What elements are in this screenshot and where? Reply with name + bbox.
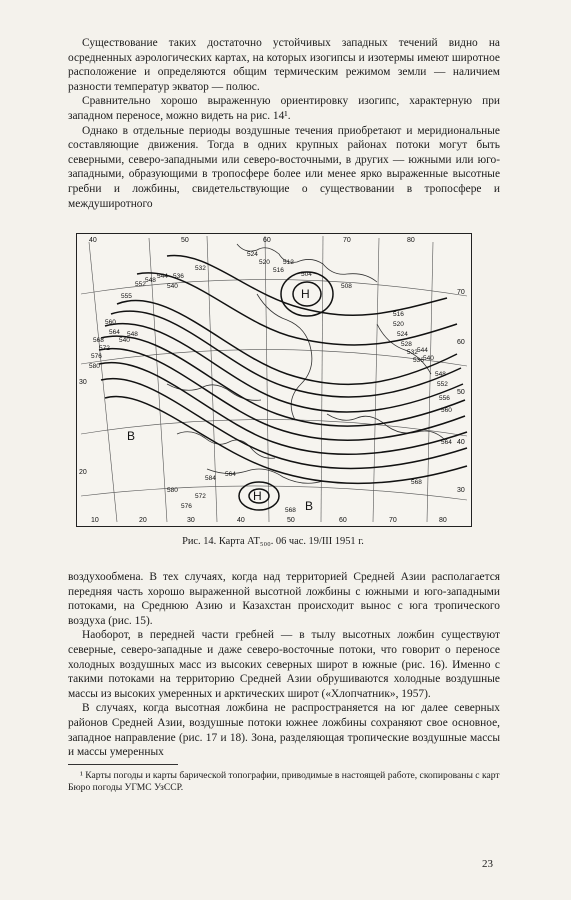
isohypse-label: 560 <box>105 319 116 326</box>
isohypse-label: 536 <box>173 273 184 280</box>
isohypse-label: 564 <box>109 329 120 336</box>
low-center-mark: Н <box>253 489 262 503</box>
high-center-mark: В <box>305 499 314 513</box>
isohypse-label: 556 <box>439 395 450 402</box>
isohypse-label: 572 <box>99 345 110 352</box>
body-text-top <box>68 36 500 211</box>
isohypse-label: 540 <box>167 283 178 290</box>
isohypse-label: 572 <box>195 493 206 500</box>
isohypse-label: 560 <box>441 407 452 414</box>
tick-label: 10 <box>91 517 99 524</box>
isohypse-label: 584 <box>205 475 216 482</box>
isohypse-label: 555 <box>121 293 132 300</box>
isohypse-label: 548 <box>145 277 156 284</box>
tick-label: 70 <box>343 237 351 244</box>
isohypses <box>99 255 467 483</box>
isohypse-label: 564 <box>441 439 452 446</box>
isohypse-label: 548 <box>435 371 446 378</box>
isohypse-label: 540 <box>423 355 434 362</box>
isohypse-label: 552 <box>437 381 448 388</box>
isohypse-label: 580 <box>89 363 100 370</box>
tick-label: 30 <box>79 379 87 386</box>
low-center-mark: Н <box>301 287 310 301</box>
isohypse-label: 548 <box>127 331 138 338</box>
isohypse-label: 524 <box>397 331 408 338</box>
tick-label: 20 <box>79 469 87 476</box>
isohypse-label: 540 <box>119 337 130 344</box>
figure-caption: Рис. 14. Карта AT₅₀₀. 06 час. 19/III 1951 г. <box>182 536 364 547</box>
isohypse-label: 516 <box>273 267 284 274</box>
pressure-centers <box>127 287 313 513</box>
body-text-bottom <box>68 570 500 760</box>
weather-map-figure <box>76 233 472 527</box>
tick-label: 60 <box>339 517 347 524</box>
tick-label: 50 <box>457 389 465 396</box>
tick-label: 70 <box>389 517 397 524</box>
tick-label: 30 <box>187 517 195 524</box>
footnote <box>68 770 500 795</box>
paragraph: воздухообмена. В тех случаях, когда над территорией Средней Азии располагается передняя часть хорошо выраженной высотной ложбины с южными и юго-западными потоками, на Среднюю Азию и Казахстан происходит вынос с юга тропического воздуха (рис. 15). <box>68 571 500 627</box>
isohypse-label: 552 <box>135 281 146 288</box>
paragraph: Наоборот, в передней части гребней — в тылу высотных ложбин существуют северные, северо-западные и даже северо-восточные потоки, что говорит о переносе холодных воздушных масс из высоких северных широт в южные (рис. 16). Именно с такими потоками на территорию Средней Азии обрушиваются холодные воздушные массы из высоких умеренных и арктических широт («Хлопчатник», 1957). <box>68 629 500 700</box>
isohypse-label: 508 <box>341 283 352 290</box>
tick-label: 40 <box>237 517 245 524</box>
isohypse-label: 512 <box>283 259 294 266</box>
isohypse-label: 516 <box>393 311 404 318</box>
isohypse-map <box>77 234 471 526</box>
tick-label: 50 <box>181 237 189 244</box>
isohypse-labels <box>89 251 452 514</box>
isohypse-label: 532 <box>407 349 418 356</box>
isohypse-label: 568 <box>411 479 422 486</box>
isohypse-label: 564 <box>225 471 236 478</box>
isohypse-label: 580 <box>167 487 178 494</box>
isohypse-label: 520 <box>393 321 404 328</box>
tick-label: 60 <box>263 237 271 244</box>
isohypse-label: 544 <box>157 273 168 280</box>
footnote-text: ¹ Карты погоды и карты барической топографии, приводимые в настоящей работе, скопированы с карт Бюро погоды УГМС УзССР. <box>68 770 500 794</box>
isohypse-label: 520 <box>259 259 270 266</box>
isohypse-label: 544 <box>417 347 428 354</box>
paragraph: Существование таких достаточно устойчивых западных течений видно на осредненных аэрологических картах, на которых изогипсы и изотермы имеют широтное расположение и определяются общим термическим режимом земли — наличием разности температур экватор — полюс. <box>68 37 500 93</box>
tick-label: 80 <box>439 517 447 524</box>
isohypse-label: 576 <box>91 353 102 360</box>
tick-label: 30 <box>457 487 465 494</box>
isohypse-label: 576 <box>181 503 192 510</box>
tick-label: 70 <box>457 289 465 296</box>
tick-label: 40 <box>89 237 97 244</box>
tick-label: 80 <box>407 237 415 244</box>
paragraph: Сравнительно хорошо выраженную ориентировку изогипс, характерную при западном переносе, можно видеть на рис. 14¹. <box>68 95 500 122</box>
isohypse-label: 568 <box>285 507 296 514</box>
paragraph: Однако в отдельные периоды воздушные течения приобретают и меридиональные составляющие движения. Тогда в одних крупных районах потоки могут быть северными, северо-западными или северо-восточными, в других — южными или юго-западными, образующими в тропосфере более или менее ярко выраженные высотные гребни и ложбины, свидетельствующие о существовании в тропосфере и междуширотного <box>68 124 500 210</box>
isohypse-label: 528 <box>401 341 412 348</box>
isohypse-label: 536 <box>413 357 424 364</box>
footnote-divider <box>68 764 178 765</box>
high-center-mark: В <box>127 429 136 443</box>
isohypse-label: 504 <box>301 271 312 278</box>
tick-label: 40 <box>457 439 465 446</box>
tick-label: 60 <box>457 339 465 346</box>
isohypse-label: 532 <box>195 265 206 272</box>
paragraph: В случаях, когда высотная ложбина не распространяется на юг далее северных районов Средней Азии, воздушные потоки южнее ложбины сохраняют свое основное, западное направление (рис. 17 и 18). Зона, разделяющая тропические воздушные массы и массы умеренных <box>68 702 500 759</box>
tick-label: 50 <box>287 517 295 524</box>
page-number: 23 <box>482 858 493 870</box>
isohypse-label: 568 <box>93 337 104 344</box>
isohypse-label: 524 <box>247 251 258 258</box>
tick-label: 20 <box>139 517 147 524</box>
